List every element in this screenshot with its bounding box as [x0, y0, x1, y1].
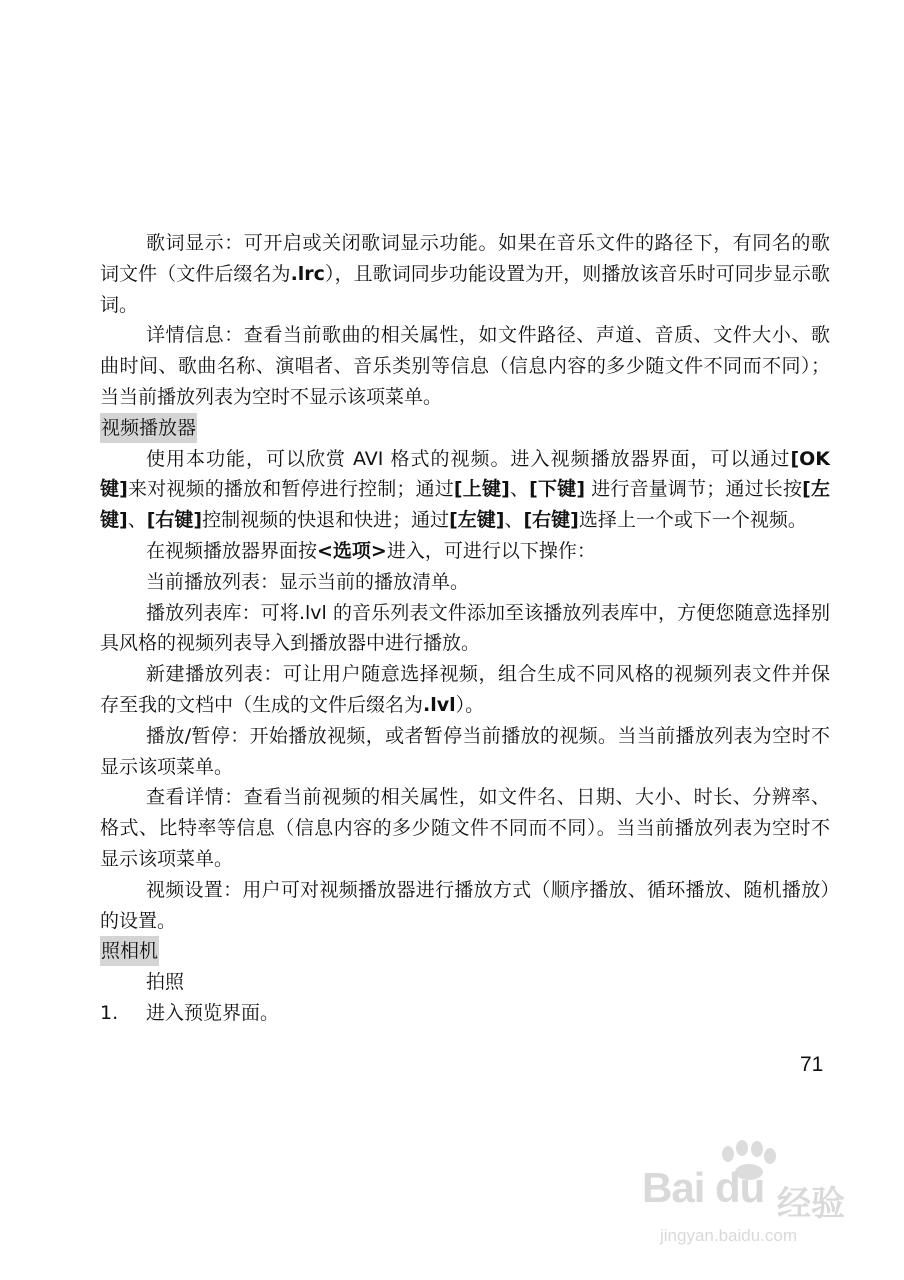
separator: 、	[509, 478, 530, 501]
video-heading-row	[100, 413, 830, 444]
key-right: [右键]	[146, 509, 203, 532]
key-left: [左键]	[100, 478, 830, 532]
item-ext: .lvl	[423, 693, 456, 716]
item-label: 查看详情：	[146, 786, 244, 809]
key-right: [右键]	[523, 509, 579, 532]
item-text: 可让用户随意选择视频，组合生成不同风格的视频列表文件并保存至我的文档中（生成的文件后缀名为	[100, 663, 830, 716]
options-paragraph	[100, 536, 830, 567]
section-heading-camera: 照相机	[100, 936, 159, 966]
key-down: [下键]	[529, 478, 586, 501]
watermark-url: jingyan.baidu.com	[660, 1226, 798, 1245]
lyrics-ext: .lrc	[290, 262, 325, 285]
item-text: ）。	[455, 693, 485, 716]
item-new-list	[100, 659, 830, 721]
key-ok: [OK 键]	[100, 447, 830, 501]
baidu-watermark	[642, 1140, 872, 1255]
item-video-settings	[100, 875, 830, 937]
video-intro-text-4: 控制视频的快退和快进；通过	[202, 509, 450, 532]
item-text: 开始播放视频，或者暂停当前播放的视频。当当前播放列表为空时不显示该项菜单。	[100, 724, 830, 778]
section-heading-video: 视频播放器	[100, 413, 197, 443]
key-options: <选项>	[317, 539, 387, 562]
camera-subheading: 拍照	[146, 971, 185, 994]
separator: 、	[504, 509, 524, 532]
step-item	[100, 998, 830, 1029]
item-text: 显示当前的播放清单。	[279, 570, 470, 593]
step-text: 进入预览界面。	[146, 1001, 280, 1024]
details-text: 查看当前歌曲的相关属性，如文件路径、声道、音质、文件大小、歌曲时间、歌曲名称、演唱者、音乐类别等信息（信息内容的多少随文件不同而不同）；当当前播放列表为空时不显示该项菜单。	[100, 324, 830, 408]
video-intro-text-3: 进行音量调节；通过长按	[585, 478, 803, 501]
details-paragraph	[100, 320, 830, 412]
details-label: 详情信息：	[146, 324, 244, 347]
item-view-details	[100, 782, 830, 874]
item-play-pause	[100, 721, 830, 783]
options-text-2: 进入，可进行以下操作：	[386, 539, 596, 562]
watermark-brand: Bai du	[642, 1164, 765, 1211]
lyrics-text-post: ），且歌词同步功能设置为开，则播放该音乐时可同步显示歌词。	[100, 262, 830, 316]
key-left: [左键]	[449, 509, 505, 532]
item-text: 查看当前视频的相关属性，如文件名、日期、大小、时长、分辨率、格式、比特率等信息（信息内容的多少随文件不同而不同）。当当前播放列表为空时不显示该项菜单。	[100, 786, 830, 870]
lyrics-label: 歌词显示：	[146, 232, 244, 254]
item-current-list	[100, 567, 830, 598]
watermark-cn: 经验	[777, 1184, 845, 1224]
item-label: 当前播放列表：	[146, 570, 280, 593]
item-list-library	[100, 598, 830, 660]
step-number: 1.	[100, 1001, 119, 1024]
key-up: [上键]	[453, 478, 510, 501]
video-intro-text-1: 使用本功能，可以欣赏 AVI 格式的视频。进入视频播放器界面，可以通过	[146, 447, 791, 470]
video-intro-text-2: 来对视频的播放和暂停进行控制；通过	[127, 478, 454, 501]
separator: 、	[127, 509, 147, 532]
item-label: 新建播放列表：	[146, 663, 283, 686]
document-page	[100, 228, 830, 1029]
lyrics-paragraph	[100, 228, 830, 320]
video-intro-text-5: 选择上一个或下一个视频。	[578, 509, 807, 532]
item-label: 播放列表库：	[146, 601, 261, 624]
camera-heading-row	[100, 936, 830, 967]
options-text-1: 在视频播放器界面按	[146, 539, 318, 562]
video-intro-paragraph	[100, 444, 830, 536]
item-text: 可将.lvl 的音乐列表文件添加至该播放列表库中，方便您随意选择别具风格的视频列表导入到播放器中进行播放。	[100, 601, 830, 655]
item-label: 播放/暂停：	[146, 724, 250, 747]
item-label: 视频设置：	[146, 878, 243, 901]
item-text: 用户可对视频播放器进行播放方式（顺序播放、循环播放、随机播放）的设置。	[100, 878, 830, 932]
lyrics-text-pre: 可开启或关闭歌词显示功能。如果在音乐文件的路径下，有同名的歌词文件（文件后缀名为	[100, 232, 830, 285]
page-number: 71	[800, 1053, 824, 1076]
